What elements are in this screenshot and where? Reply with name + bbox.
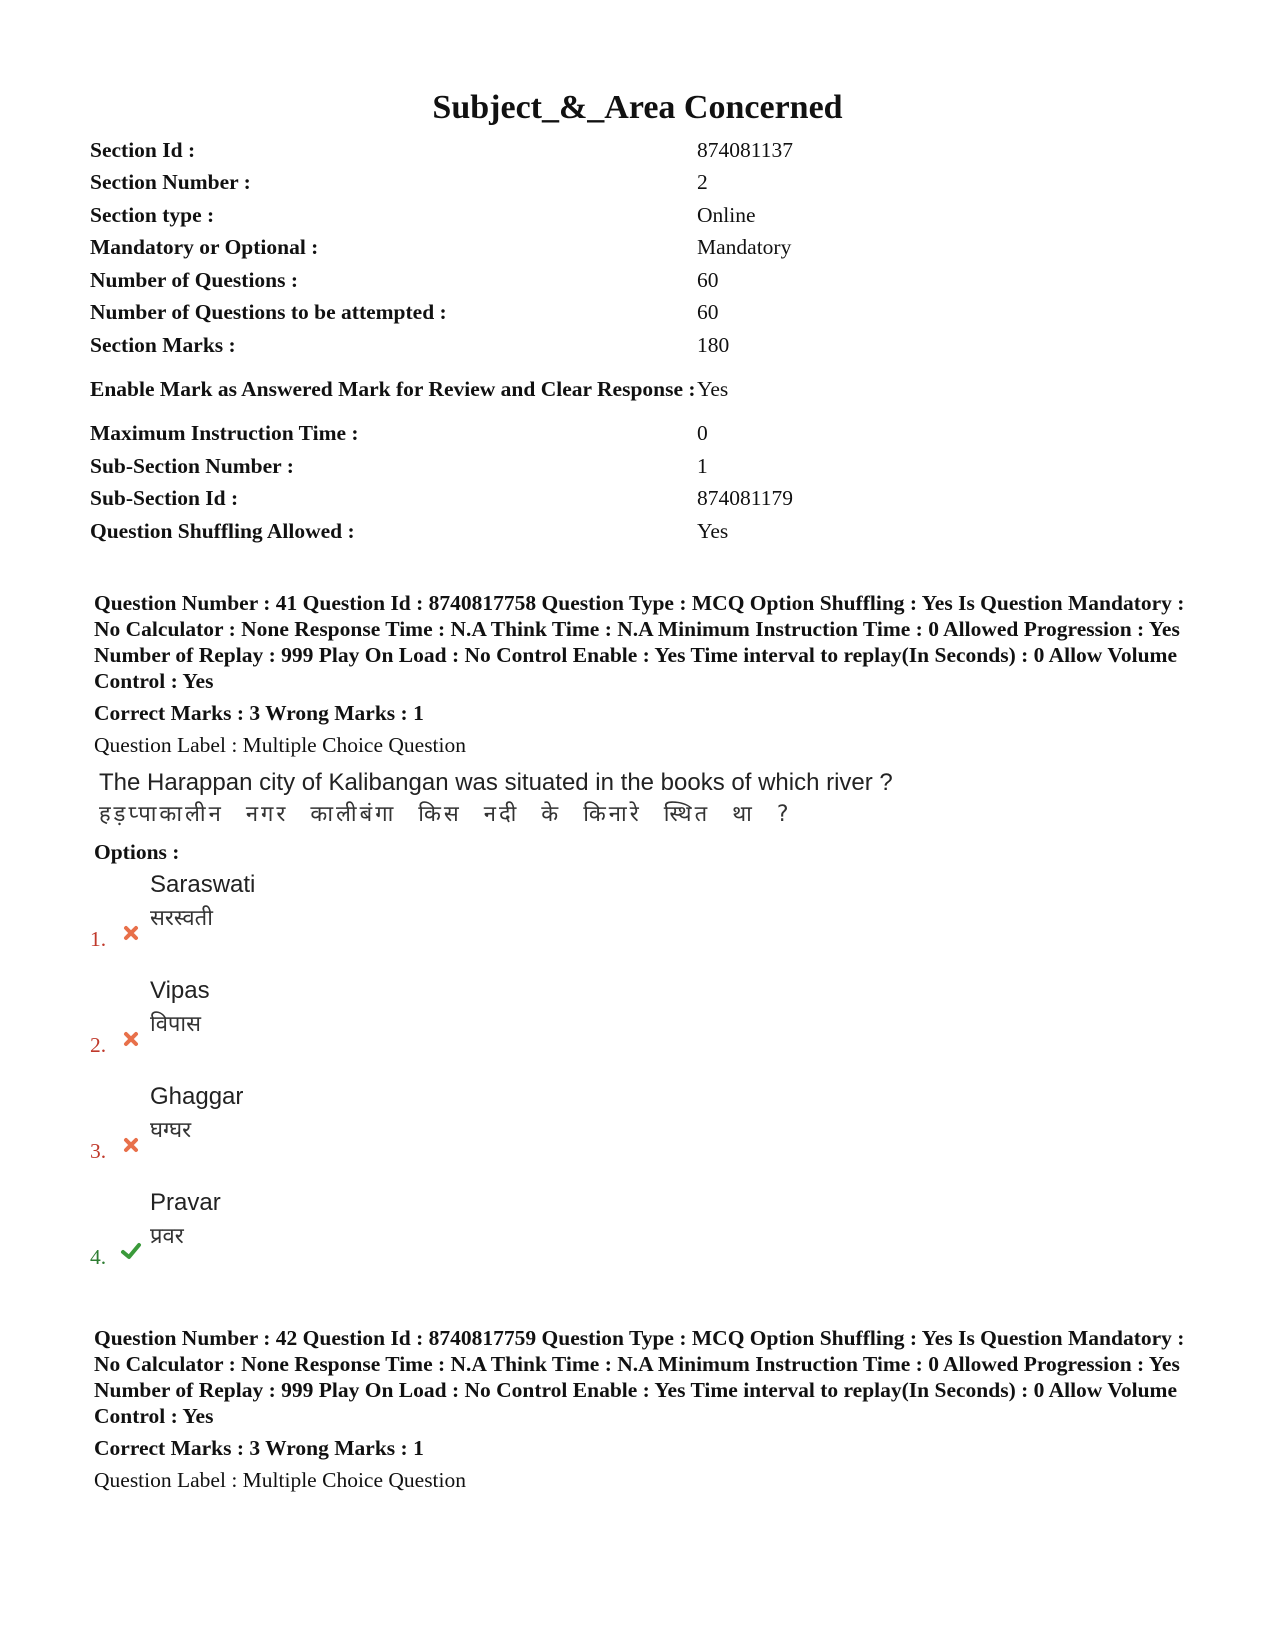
page-title: Subject_&_Area Concerned [432,89,843,126]
info-row [90,362,1150,418]
option-text-english: Saraswati [150,871,256,898]
option-number: 2. [90,1033,107,1057]
info-value: 874081137 [697,137,793,162]
option-text-english: Vipas [150,977,210,1004]
info-value: 874081179 [697,486,793,511]
option-text-hindi: घग्घर [150,1118,192,1143]
section-info-table [90,134,1150,548]
info-label: Sub-Section Number : [90,453,294,478]
info-row [90,199,1150,232]
info-row [90,329,1150,362]
question-meta: Question Number : 41 Question Id : 8740817758 Question Type : MCQ Option Shuffling : Yes Is Question Mandatory : No Calculator : None Response Time : N.A Think Time : N.A Minimum Instruction Time : 0 Allowed Progression : Yes Number of Replay : 999 Play On Load : No Control Enable : Yes Time interval to replay(In Seconds) : 0 Allow Volume Control : Yes [94,591,1185,693]
question-meta: Question Number : 42 Question Id : 8740817759 Question Type : MCQ Option Shuffling : Yes Is Question Mandatory : No Calculator : None Response Time : N.A Think Time : N.A Minimum Instruction Time : 0 Allowed Progression : Yes Number of Replay : 999 Play On Load : No Control Enable : Yes Time interval to replay(In Seconds) : 0 Allow Volume Control : Yes [94,1326,1185,1428]
wrong-cross-icon [120,1134,142,1156]
option-2 [90,976,690,1076]
info-label: Question Shuffling Allowed : [90,518,355,543]
info-row [90,232,1150,265]
info-label: Number of Questions : [90,267,299,292]
info-value: Yes [697,518,729,543]
info-value: 180 [697,332,730,357]
question-text-english: The Harappan city of Kalibangan was situated in the books of which river ? [99,769,893,796]
option-text-english: Pravar [150,1189,221,1216]
option-4 [90,1188,690,1288]
info-label: Number of Questions to be attempted : [90,300,447,325]
info-label: Mandatory or Optional : [90,235,319,260]
option-text-hindi: प्रवर [150,1224,184,1249]
question-header-42 [94,1325,1204,1493]
info-row [90,167,1150,200]
option-1 [90,870,690,970]
info-label: Section Number : [90,170,251,195]
info-label: Maximum Instruction Time : [90,421,359,446]
info-label: Section Id : [90,137,196,162]
question-label: Question Label : Multiple Choice Question [94,733,467,757]
info-value: 1 [697,453,708,478]
info-row [90,134,1150,167]
option-text-english: Ghaggar [150,1083,244,1110]
info-value: 2 [697,170,708,195]
correct-check-icon [120,1240,142,1262]
info-row [90,483,1150,516]
info-row [90,264,1150,297]
question-marks: Correct Marks : 3 Wrong Marks : 1 [94,1436,424,1460]
info-value: Online [697,202,756,227]
info-row [90,297,1150,330]
info-label: Section Marks : [90,332,236,357]
option-number: 4. [90,1245,107,1269]
option-number: 1. [90,927,107,951]
info-row [90,418,1150,451]
info-value: 60 [697,267,719,292]
option-3 [90,1082,690,1182]
info-value: Mandatory [697,235,792,260]
info-row [90,450,1150,483]
question-marks: Correct Marks : 3 Wrong Marks : 1 [94,701,424,725]
info-value: 0 [697,421,708,446]
question-text-hindi: हड़प्पाकालीन नगर कालीबंगा किस नदी के किनारे स्थित था ? [99,802,792,827]
wrong-cross-icon [120,922,142,944]
wrong-cross-icon [120,1028,142,1050]
option-text-hindi: सरस्वती [150,906,213,931]
option-text-hindi: विपास [150,1012,201,1037]
info-value: Yes [697,377,729,401]
question-label: Question Label : Multiple Choice Question [94,1468,467,1492]
info-value: 60 [697,300,719,325]
info-label: Sub-Section Id : [90,486,239,511]
options-label: Options : [94,840,180,864]
info-label: Enable Mark as Answered Mark for Review and Clear Response : [90,377,696,401]
info-row [90,515,1150,548]
option-number: 3. [90,1139,107,1163]
info-label: Section type : [90,202,215,227]
question-header-41 [94,590,1204,758]
